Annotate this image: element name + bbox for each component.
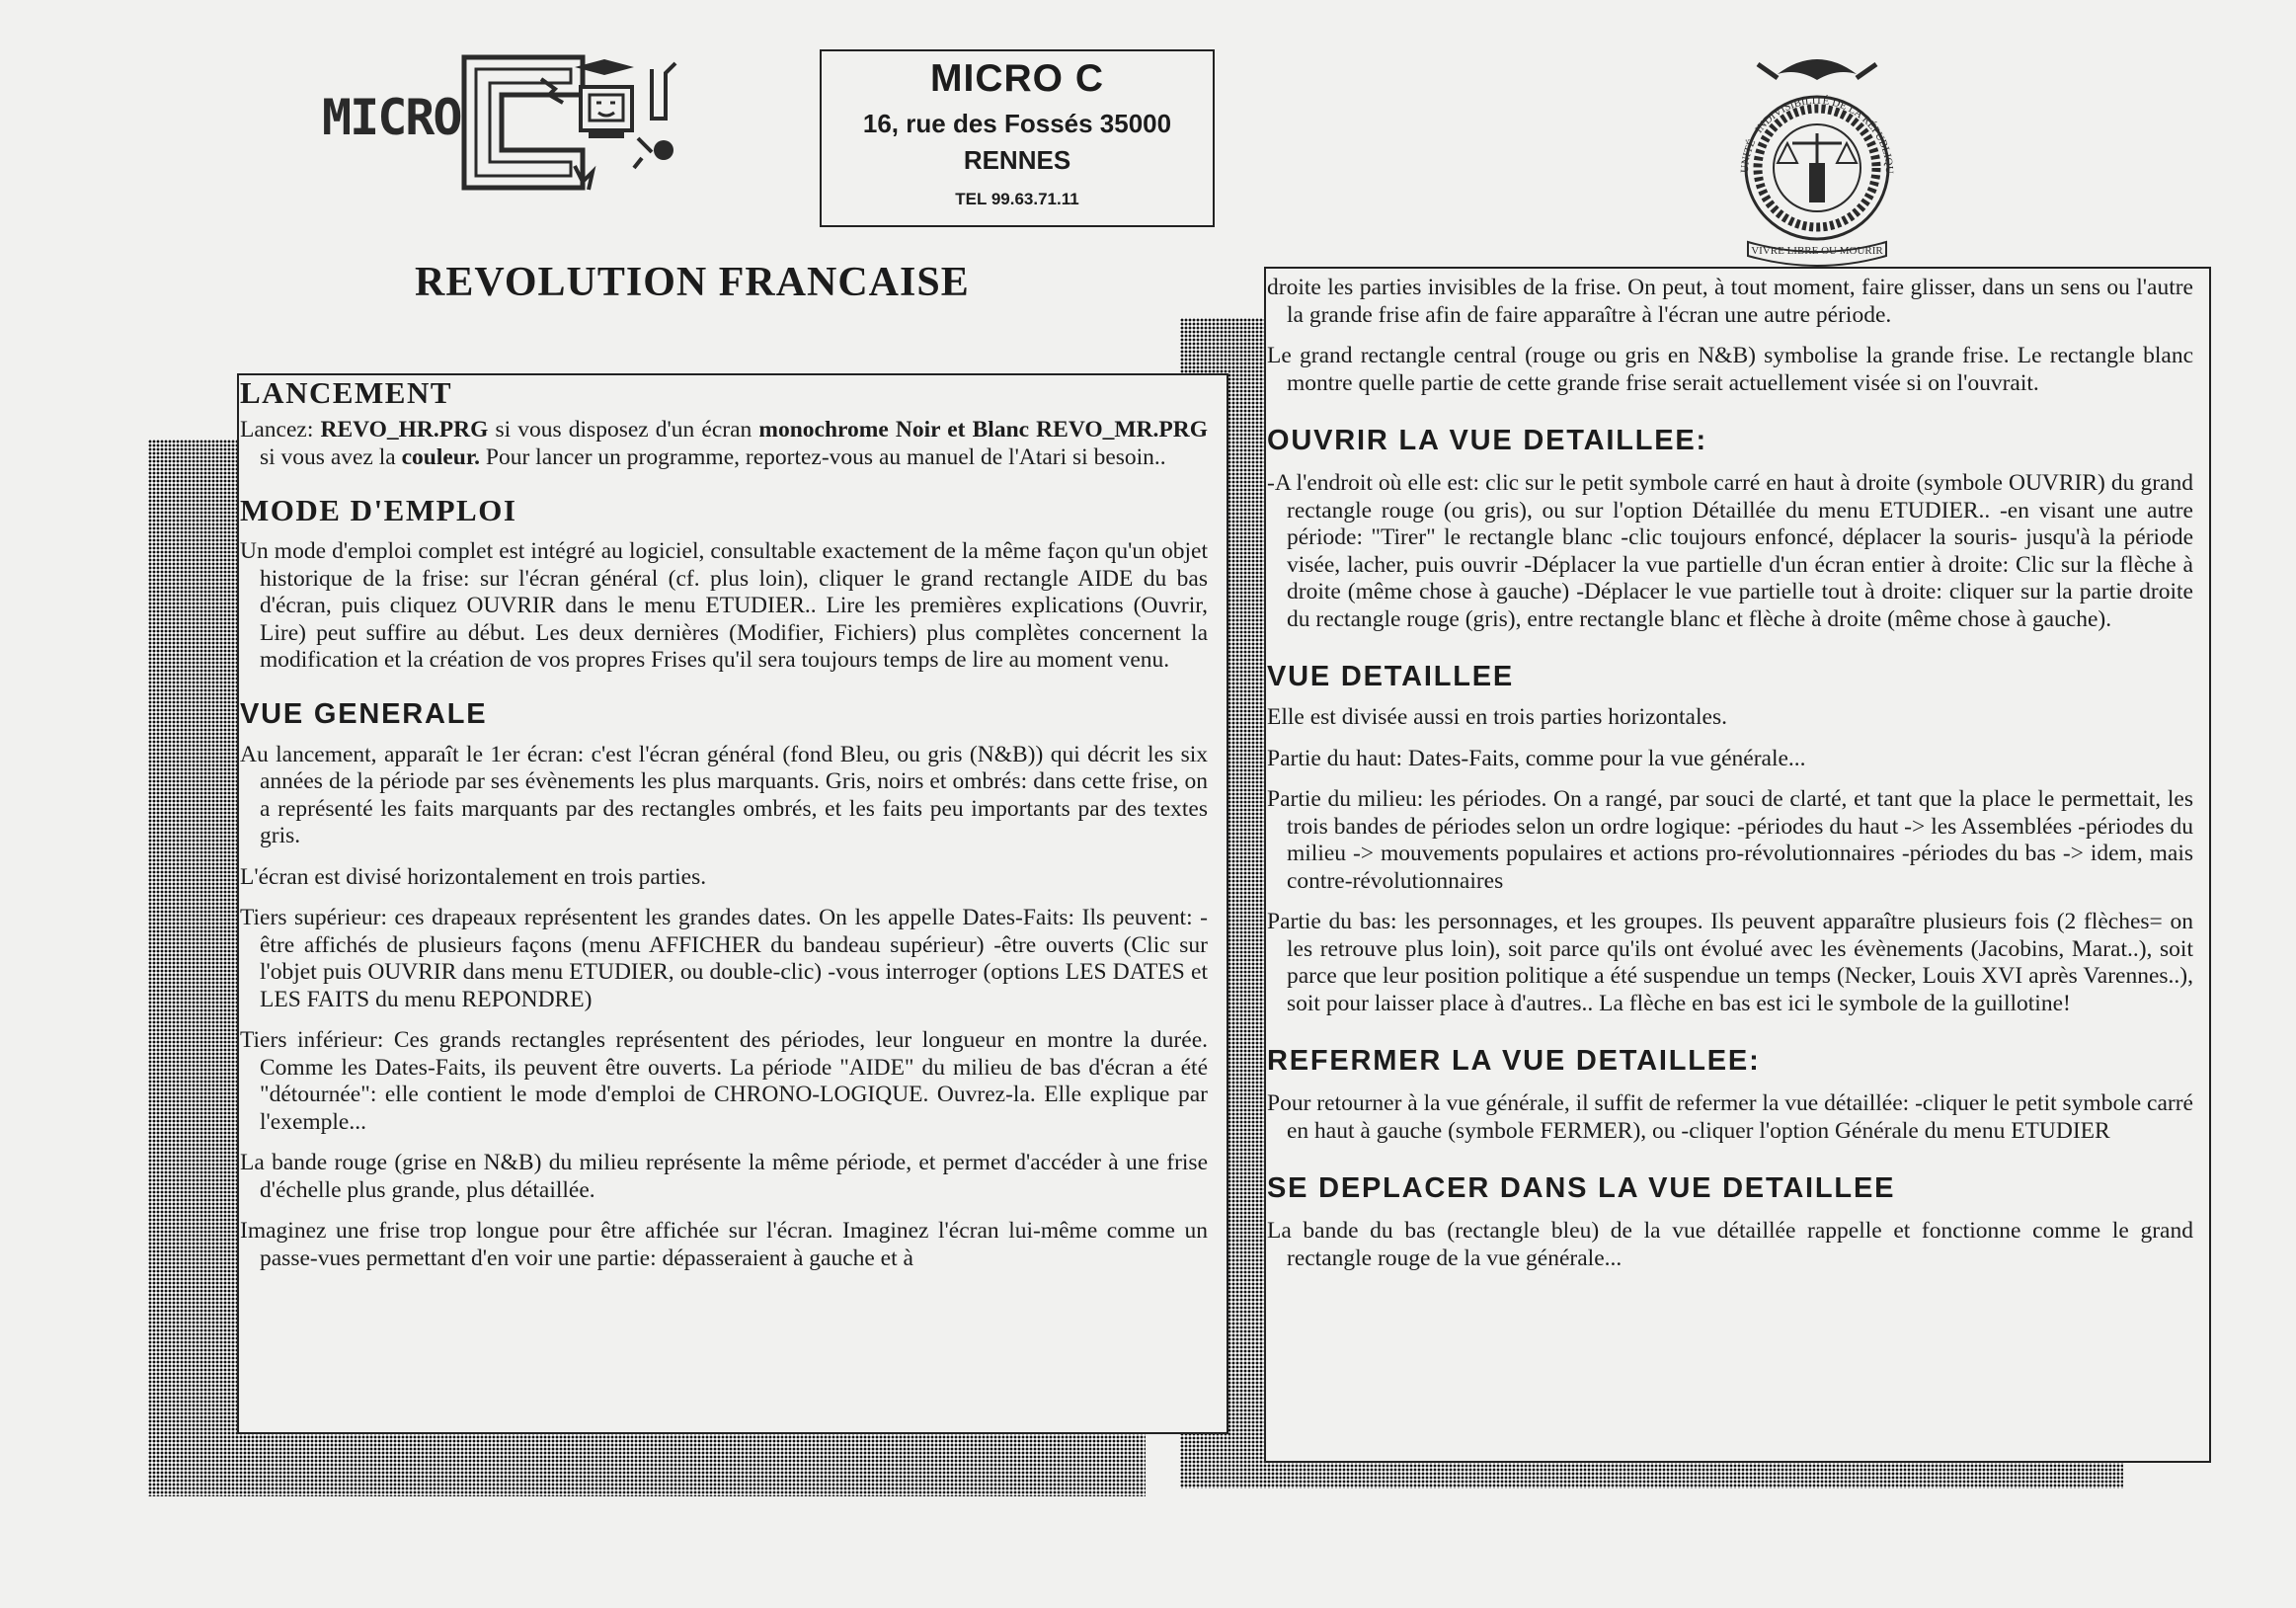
vue-generale-p3: Tiers supérieur: ces drapeaux représentent les grandes dates. On les appelle Dates-Faits: Ils peuvent: - être affichés de plusieurs façons (menu AFFICHER du bandeau supérieur) -être ouverts (Clic sur l'objet puis OUVRIR dans menu ETUDIER, ou double-clic) -vous interroger (options LES DATES et LES FAITS du menu REPONDRE) [240,905,1208,1012]
vue-detaillee-p4: Partie du bas: les personnages, et les groupes. Ils peuvent apparaître plusieurs fois (2 flèches= on les retrouve plus loin), soit parce qu'ils ont évolué avec les évènements (Jacobins, Marat..), soit parce que leur position politique a été suspendue un temps (Necker, Louis XVI après Varennes..), soit pour laisser place à d'autres.. La flèche en bas est ici le symbole de la guillotine! [1267,909,2193,1016]
section-vue-detaillee [1267,659,2193,1017]
heading-vue-detaillee: VUE DETAILLEE [1267,661,1515,692]
deplacer-text: La bande du bas (rectangle bleu) de la vue détaillée rappelle et fonctionne comme le grand rectangle rouge de la vue générale... [1267,1218,2193,1271]
seal-motto: VIVRE LIBRE OU MOURIR [1751,245,1883,257]
heading-lancement: LANCEMENT [240,375,453,410]
vue-generale-p4: Tiers inférieur: Ces grands rectangles représentent des périodes, leur longueur en montre la durée. Comme les Dates-Faits, ils peuvent être ouverts. La période "AIDE" du milieu de bas d'écran a été "détournée": elle contient le mode d'emploi de CHRONO-LOGIQUE. Ouvrez-la. Elle explique par l'exemple... [240,1027,1208,1135]
telephone: TEL 99.63.71.11 [955,190,1079,208]
vue-detaillee-p3: Partie du milieu: les périodes. On a rangé, par souci de clarté, et tant que la place le permettait, les trois bandes de périodes selon un ordre logique: -périodes du haut -> les Assemblées -périodes du milieu -> mouvements populaires et actions pro-révolutionnaires -périodes du bas -> idem, mais contre-révolutionnaires [1267,786,2193,894]
refermer-text: Pour retourner à la vue générale, il suffit de refermer la vue détaillée: -cliquer le petit symbole carré en haut à gauche (symbole FERMER), ou -cliquer l'option Générale du menu ETUDIER [1267,1090,2193,1144]
section-lancement [240,375,1208,471]
continuation-text: droite les parties invisibles de la frise. On peut, à tout moment, faire glisser, dans un sens ou l'autre la grande frise afin de faire apparaître à l'écran une autre période. [1267,275,2193,328]
program-mono-mr: monochrome Noir et Blanc REVO_MR.PRG [758,417,1208,442]
micro-c-logo [316,40,701,207]
couleur-label: couleur. [401,443,481,470]
left-instructions-panel [237,373,1228,1434]
section-mode-emploi [240,493,1208,675]
section-deplacer [1267,1170,2193,1272]
right-instructions-panel [1264,267,2211,1463]
company-address-box [820,49,1215,227]
section-ouvrir [1267,423,2193,633]
heading-ouvrir: OUVRIR LA VUE DETAILLEE: [1267,425,1707,456]
republic-seal-graphic [1718,44,1916,267]
heading-refermer: REFERMER LA VUE DETAILLEE: [1267,1045,1761,1077]
heading-deplacer: SE DEPLACER DANS LA VUE DETAILLEE [1267,1172,1896,1204]
ouvrir-text: -A l'endroit où elle est: clic sur le petit symbole carré en haut à droite (symbole OUVRIR) du grand rectangle rouge (ou gris), ou sur l'option Détaillée du menu ETUDIER.. -en visant une autre période: "Tirer" le rectangle blanc -clic toujours enfoncé, déplacer la souris- jusqu'à la période visée, lacher, puis ouvrir -Déplacer la vue partielle d'un écran entier à droite: Clic sur la flèche à droite (même chose à gauche) -Déplacer le vue partielle tout à droite: cliquer sur la partie droite du rectangle rouge (gris), entre rectangle blanc et flèche à droite (même chose à gauche). [1267,470,2193,632]
company-name: MICRO C [930,57,1104,100]
heading-mode-emploi: MODE D'EMPLOI [240,493,517,527]
republic-seal [1718,44,1916,267]
vue-generale-p1: Au lancement, apparaît le 1er écran: c'est l'écran général (fond Bleu, ou gris (N&B)) qui décrit les six années de la période par ses évènements les plus marquants. Gris, noirs et ombrés: dans cette frise, on a représenté les faits marquants par des rectangles ombrés, et les faits peu importants par des textes gris. [240,741,1208,848]
vue-generale-p5: La bande rouge (grise en N&B) du milieu représente la même période, et permet d'accéder à une frise d'échelle plus grande, plus détaillée. [240,1150,1208,1203]
program-hr: REVO_HR.PRG [320,417,489,442]
rectangle-central-text: Le grand rectangle central (rouge ou gris en N&B) symbolise la grande frise. Le rectangle blanc montre quelle partie de cette grande frise serait actuellement visée si on l'ouvrait. [1267,343,2193,396]
seal-ring-text: UNITÉ · INDIVISIBILITÉ DE LA RÉPUBLIQU [1738,94,1896,175]
heading-vue-generale: VUE GENERALE [240,697,488,730]
mode-emploi-text: Un mode d'emploi complet est intégré au logiciel, consultable exactement de la même façon qu'un objet historique de la frise: sur l'écran général (cf. plus loin), cliquer le grand rectangle AIDE du bas d'écran, puis cliquez OUVRIR dans le menu ETUDIER.. Lire les premières explications (Ouvrir, Lire) peut suffire au début. Les deux dernières (Modifier, Fichiers) plus complètes concernent la modification et la création de vos propres Frises qu'il sera toujours temps de lire au moment venu. [240,538,1208,673]
vue-detaillee-p1: Elle est divisée aussi en trois parties horizontales. [1267,704,1727,730]
vue-generale-p6: Imaginez une frise trop longue pour être affichée sur l'écran. Imaginez l'écran lui-même comme un passe-vues permettant d'en voir une partie: dépasseraient à gauche et à [240,1218,1208,1271]
lancement-text: Lancez: REVO_HR.PRG si vous disposez d'un écran monochrome Noir et Blanc REVO_MR.PRG si vous avez la couleur. Pour lancer un programme, reportez-vous au manuel de l'Atari si besoin.. [240,417,1208,470]
address-street: 16, rue des Fossés 35000 [862,109,1172,138]
address-city: RENNES [963,145,1071,175]
section-refermer [1267,1043,2193,1145]
section-vue-generale [240,696,1208,1273]
document-title: REVOLUTION FRANCAISE [415,260,970,305]
logo-wordmark: MICRO [322,89,461,146]
vue-generale-p2: L'écran est divisé horizontalement en trois parties. [240,863,707,890]
vue-detaillee-p2: Partie du haut: Dates-Faits, comme pour la vue générale... [1267,745,1806,771]
